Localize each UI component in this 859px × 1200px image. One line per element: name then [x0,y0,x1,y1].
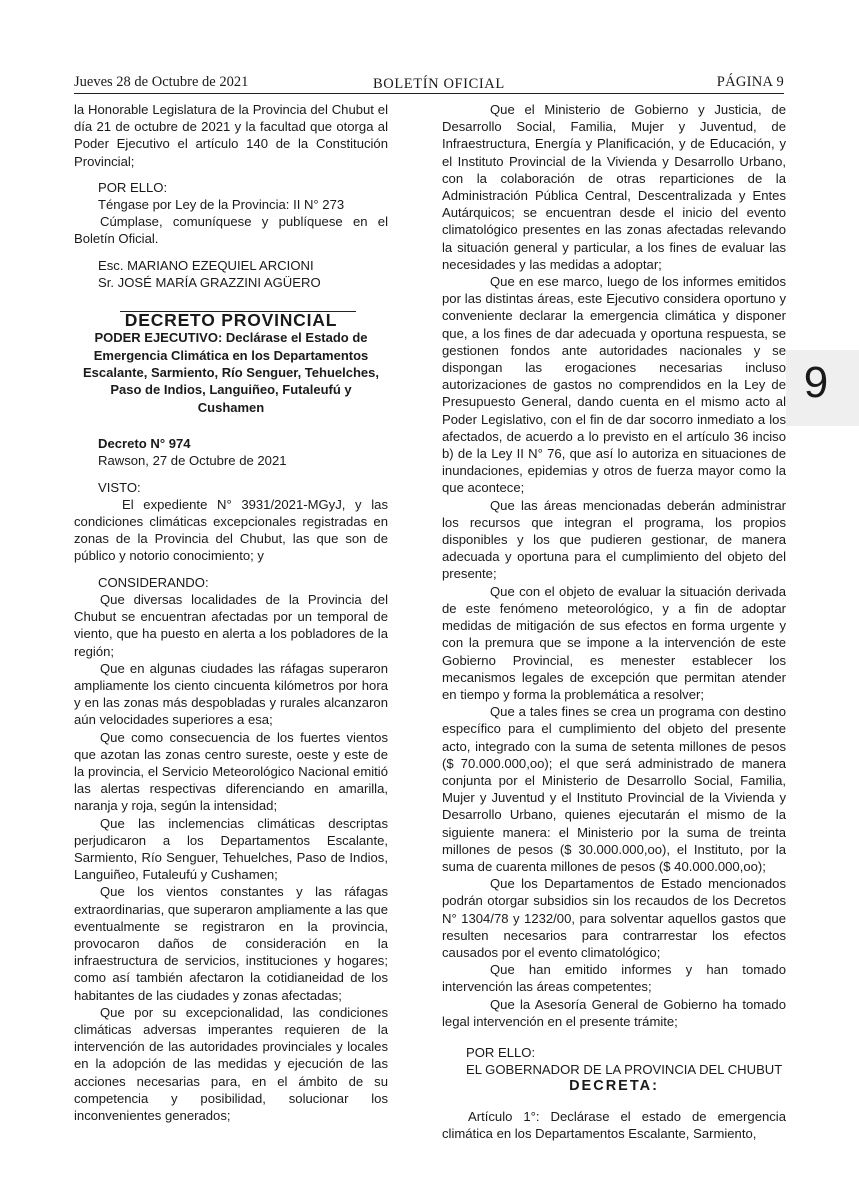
decree-place-date: Rawson, 27 de Octubre de 2021 [98,453,287,469]
articulo-1: Artículo 1°: Declárase el estado de emergencia climática en los Departamentos Escalante, Sarmiento, [442,1108,786,1141]
page-tab-number: 9 [803,358,829,407]
decree-number: Decreto N° 974 [98,436,191,452]
tengase-text: Téngase por Ley de la Provincia: II N° 273 [98,197,345,213]
por-ello-label: POR ELLO: [466,1044,536,1060]
signer-governor: Esc. MARIANO EZEQUIEL ARCIONI [98,257,314,273]
considerando-paragraph: Que las inclemencias climáticas descriptas perjudicaron a los Departamentos Escalante, Sarmiento, Río Senguer, Tehuelches, Paso de Indios, Languiñeo, Futaleufú y Cushamen; [74,815,388,883]
considerando-paragraph: Que los Departamentos de Estado mencionados podrán otorgar subsidios sin los recaudos de los Decretos N° 1304/78 y 1232/00, para solventar aquellos gastos que resulten necesarios para contrarrestar los efectos causados por el evento climatológico; [442,876,786,960]
issue-date: Jueves 28 de Octubre de 2021 [74,74,249,90]
decree-title: DECRETO PROVINCIAL [124,310,338,331]
page-header [74,74,784,94]
considerando-paragraph: Que a tales fines se crea un programa con destino específico para el cumplimiento del objeto del presente acto, integrado con la suma de setenta millones de pesos ($ 70.000.000,oo); el que será administrado de manera conjunta por el Ministerio de Desarrollo Social, Familia, Mujer y Juventud y el Instituto Provincial de la Vivienda y Desarrollo Urbano, quienes ejecutarán el mismo de la siguiente manera: el Ministerio por la suma de treinta millones de pesos ($ 30.000.000,oo), el Instituto, por la suma de cuarenta millones de pesos ($ 40.000.000,oo); [442,704,786,874]
considerando-paragraph: Que en algunas ciudades las ráfagas superaron ampliamente los ciento cincuenta kilómetros por hora y en las zonas más despobladas y rurales alcanzaron aún velocidades superiores a esa; [74,660,388,728]
considerando-paragraph: Que diversas localidades de la Provincia del Chubut se encuentran afectadas por un temporal de viento, que ha puesto en alerta a los pobladores de la región; [74,591,388,659]
signer-minister: Sr. JOSÉ MARÍA GRAZZINI AGÜERO [98,274,321,290]
considerando-paragraph: Que en ese marco, luego de los informes emitidos por las distintas áreas, este Ejecutivo considera oportuno y conveniente declarar la emergencia climática y disponer que, a los fines de dar adecuada y oportuna respuesta, se gestionen fondos ante autoridades nacionales y se dispongan las erogaciones necesarias incluso autorizaciones de gastos no comprendidos en la Ley de Presupuesto General, dando cuenta en el mismo acto al Poder Legislativo, con el fin de dar socorro inmediato a los afectados, de acuerdo a lo previsto en el artículo 36 inciso b) de la Ley II N° 76, que así lo autoriza en situaciones de inundaciones, epidemias y otros de fuerza mayor como la que acontece; [442,274,786,496]
considerando-paragraph: Que han emitido informes y han tomado intervención las áreas competentes; [442,962,786,995]
considerando-paragraph: Que la Asesoría General de Gobierno ha tomado legal intervención en el presente trámite; [442,996,786,1029]
considerando-paragraph: Que con el objeto de evaluar la situación derivada de este fenómeno meteorológico, y a fin de adoptar medidas de mitigación de sus efectos en forma urgente y con la premura que se impone a la intervención de este Gobierno Provincial, es menester establecer los mecanismos legales de excepción que permitan atender en tiempo y forma la problemática a resolver; [442,583,786,702]
considerando-heading: CONSIDERANDO: [98,574,209,590]
governor-heading: EL GOBERNADOR DE LA PROVINCIA DEL CHUBUT [466,1062,783,1078]
decreta-heading: DECRETA: [569,1078,659,1095]
considerando-paragraph: Que el Ministerio de Gobierno y Justicia, de Desarrollo Social, Familia, Mujer y Juventud, de Infraestructura, Energía y Planificación, y de Educación, y el Instituto Provincial de la Vivienda y Desarrollo Urbano, con la colaboración de otras reparticiones de la Administración Pública Central, Descentralizada y Entes Autárquicos; se encuentran desde el inicio del evento climatológico presentes en las zonas afectadas relevando la situación general y particular, a los fines de evaluar las necesidades y las medidas a adoptar; [442,102,786,272]
por-ello-label: POR ELLO: [98,179,168,195]
visto-text: El expediente N° 3931/2021-MGyJ, y las condiciones climáticas excepcionales registradas en zonas de la Provincia del Chubut, las que son de público y notorio conocimiento; y [74,496,388,564]
considerando-paragraph: Que como consecuencia de los fuertes vientos que azotan las zonas centro sureste, oeste y este de la provincia, el Servicio Meteorológico Nacional emitió las alertas respectivas diferenciando en amarilla, naranja y roja, según la intensidad; [74,729,388,814]
visto-heading: VISTO: [98,479,141,495]
considerando-paragraph: Que los vientos constantes y las ráfagas extraordinarias, que superaron ampliamente a las que eventualmente se registraron en la provincia, provocaron daños de consideración en la infraestructura de servicios, instituciones y hogares; como así también afectaron la cotidianeidad de los habitantes de las ciudades y zonas afectadas; [74,884,388,1003]
page-tab [786,350,859,426]
publication-name: BOLETÍN OFICIAL [373,76,505,92]
cumplase-text: Cúmplase, comuníquese y publíquese en el Boletín Oficial. [74,214,388,247]
left-column [74,101,388,1124]
law-closing-text: la Honorable Legislatura de la Provincia del Chubut el día 21 de octubre de 2021 y la facultad que otorga al Poder Ejecutivo el artículo 140 de la Constitución Provincial; [74,102,388,169]
page-number: PÁGINA 9 [716,74,784,90]
considerando-paragraph: Que las áreas mencionadas deberán administrar los recursos que integran el programa, los propios disponibles y los que pudieren gestionar, de manera adecuada y oportuna para el cumplimiento del objeto del presente; [442,497,786,582]
decree-summary: PODER EJECUTIVO: Declárase el Estado de Emergencia Climática en los Departamentos Escalante, Sarmiento, Río Senguer, Tehuelches, Paso de Indios, Languiñeo, Futaleufú y Cushamen [83,330,379,415]
considerando-paragraph: Que por su excepcionalidad, las condiciones climáticas adversas imperantes requieren de la intervención de las autoridades provinciales y locales en la adopción de las medidas y ejecución de las acciones necesarias para, en el ámbito de su competencia y posibilidad, solucionar los inconvenientes generados; [74,1004,388,1123]
right-column [442,101,786,1142]
header-divider [74,93,784,94]
